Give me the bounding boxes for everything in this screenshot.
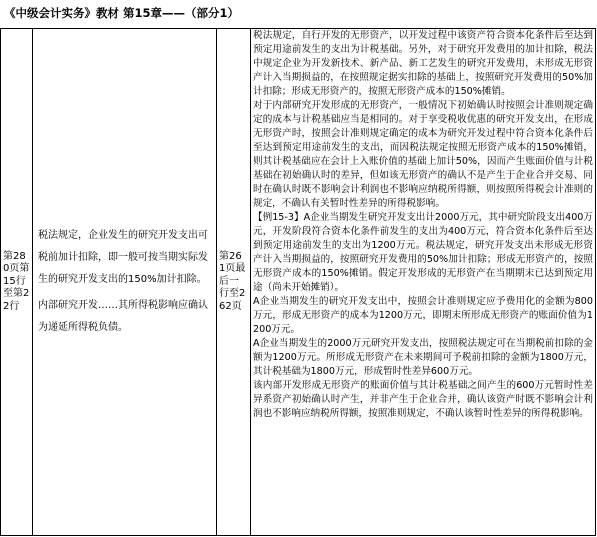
old-text-paragraph-2: 内部研究开发……其所得税影响应确认为递延所得税负债。 (38, 300, 208, 333)
new-paragraph: 税法规定，自行开发的无形资产，以开发过程中该资产符合资本化条件后至达到预定用途前发生的支出为计税基础。另外，对于研究开发费用的加计扣除，税法中规定企业为开发新技术、新产品、新工艺发生的研究开发费用，未形成无形资产计入当期损益的，在按照规定据实扣除的基础上，按照研究开发费用的50%加计扣除；形成无形资产的，按照无形资产成本的150%摊销。 (253, 30, 593, 97)
new-paragraph-example: 【例15-3】A企业当期发生研究开发支出计2000万元，其中研究阶段支出400万元，开发阶段符合资本化条件前发生的支出为400万元，符合资本化条件后至达到预定用途前发生的支出为1200万元。税法规定，研究开发支出未形成无形资产计入当期损益的，按照研究开发费用的50%加计扣除；形成无形资产的，按照无形资产成本的150%摊销。假定开发形成的无形资产在当期期末已达到预定用途（尚未开始摊销）。 (253, 212, 593, 293)
page-title: 《中级会计实务》教材 第15章——（部分1） (4, 6, 240, 20)
new-paragraph: 对于内部研究开发形成的无形资产，一般情况下初始确认时按照会计准则规定确定的成本与计税基础应当是相同的。对于享受税收优惠的研究开发支出，在形成无形资产时，按照会计准则规定确定的成本为研究开发过程中符合资本化条件后至达到预定用途前发生的支出，而因税法规定按照无形资产成本的150%摊销，则其计税基础应在会计上入账价值的基础上加计50%，因而产生账面价值与计税基础在初始确认时的差异，但如该无形资产的确认不是产生于企业合并交易、同时在确认时既不影响会计利润也不影响应纳税所得额，则按照所得税会计准则的规定，不确认有关暂时性差异的所得税影响。 (253, 100, 593, 209)
new-page-cell (217, 29, 251, 535)
old-page-ref: 第280页第15行至第22行 (3, 250, 30, 312)
old-text-paragraph-1: 税法规定，企业发生的研究开发支出可税前加计扣除，即一般可按当期实际发生的研究开发支出的150%加计扣除。 (38, 230, 208, 285)
new-page-ref: 第261页最后一行至262页 (219, 250, 246, 312)
new-text-body (253, 29, 593, 421)
errata-table (0, 28, 596, 536)
old-text-cell (33, 29, 217, 535)
new-paragraph: A企业当期发生的2000万元研究开发支出，按照税法规定可在当期税前扣除的金额为1200万元。所形成无形资产在未来期间可予税前扣除的金额为1800万元，其计税基础为1800万元，形成暂时性差异600万元。 (253, 338, 593, 377)
old-page-cell (1, 29, 33, 535)
new-paragraph: 该内部开发形成无形资产的账面价值与其计税基础之间产生的600万元暂时性差异系资产初始确认时产生，并非产生于企业合并，确认该资产时既不影响会计利润也不影响应纳税所得额，按照准则规定，不确认该暂时性差异的所得税影响。 (253, 380, 593, 419)
new-paragraph: A企业当期发生的研究开发支出中，按照会计准则规定应予费用化的金额为800万元，形成无形资产的成本为1200万元，即期末所形成无形资产的账面价值为1200万元。 (253, 296, 593, 335)
new-text-cell (251, 29, 595, 535)
